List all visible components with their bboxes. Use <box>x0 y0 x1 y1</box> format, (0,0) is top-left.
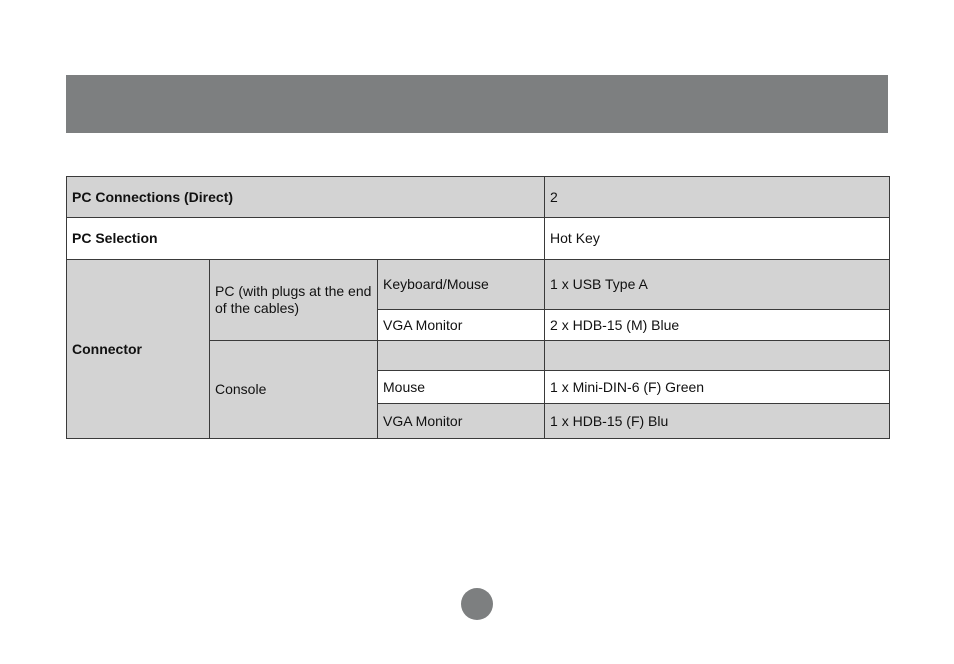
page-number-dot <box>461 588 493 620</box>
table-row <box>67 177 890 218</box>
table-row <box>67 218 890 260</box>
port-spec: 1 x HDB-15 (F) Blu <box>545 404 890 439</box>
port-spec: 1 x Mini-DIN-6 (F) Green <box>545 371 890 404</box>
pc-connections-label: PC Connections (Direct) <box>67 177 545 218</box>
port-name: Keyboard/Mouse <box>378 260 545 310</box>
pc-selection-label: PC Selection <box>67 218 545 260</box>
port-spec: 2 x HDB-15 (M) Blue <box>545 310 890 341</box>
pc-group-label: PC (with plugs at the end of the cables) <box>210 260 378 341</box>
port-name <box>378 341 545 371</box>
port-name: VGA Monitor <box>378 404 545 439</box>
spec-table <box>66 176 890 439</box>
console-group-label: Console <box>210 341 378 439</box>
port-spec <box>545 341 890 371</box>
port-name: VGA Monitor <box>378 310 545 341</box>
pc-selection-value: Hot Key <box>545 218 890 260</box>
header-bar <box>66 75 888 133</box>
connector-label: Connector <box>67 260 210 439</box>
port-spec: 1 x USB Type A <box>545 260 890 310</box>
pc-connections-value: 2 <box>545 177 890 218</box>
table-row <box>67 260 890 310</box>
port-name: Mouse <box>378 371 545 404</box>
